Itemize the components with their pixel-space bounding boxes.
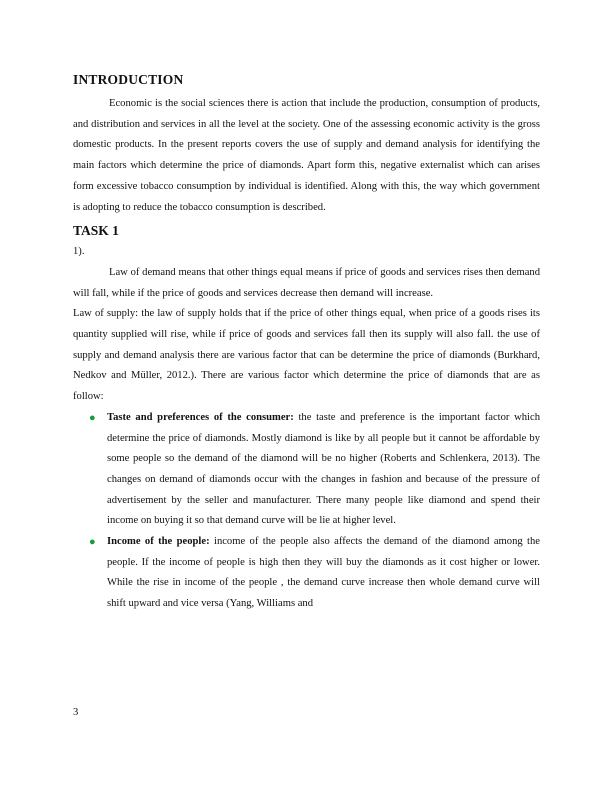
list-item [73,532,540,615]
law-of-supply-paragraph: Law of supply: the law of supply holds that if the price of other things equal, when price of a goods rises its quantity supplied will rise, while if price of goods and services fall then its supply will also fall. the use of supply and demand analysis there are various factor that can be determine the price of diamonds (Burkhard, Nedkov and Müller, 2012.). There are various factor which determine the price of diamonds that are as follow: [73,308,540,403]
list-item [73,408,540,532]
list-item-title: Income of the people: [107,536,210,548]
list-item-title: Taste and preferences of the consumer: [107,411,294,423]
bullet-icon: ● [89,411,96,424]
bullet-icon: ● [89,536,96,549]
document-page [73,72,540,615]
list-item-text: the taste and preference is the important factor which determine the price of diamonds. Mostly diamond is like by all people but it cannot be affordable by some people so the demand of the diamond will be no higher (Roberts and Schlenkera, 2013). The changes on demand of diamonds occur with the changes in fashion and because of the pressure of advertisement by the seller and manufacturer. There many people like diamond and spend their income on buying it so that demand curve will be lie at higher level. [107,411,540,527]
page-number: 3 [73,707,79,718]
law-of-demand-paragraph: Law of demand means that other things equal means if price of goods and services rises then demand will fall, while if the price of goods and services decrease then demand will increase. [73,266,540,299]
task-1-heading: TASK 1 [73,223,119,239]
list-item-text: income of the people also affects the demand of the diamond among the people. If the income of people is high then they will buy the diamonds as it cost higher or lower. While the rise in income of the people , the demand curve increase then whole demand curve will shift upward and vice versa (Yang, Williams and [107,536,541,610]
introduction-paragraph: Economic is the social sciences there is action that include the production, consumption of products, and distribution and services in all the level at the society. One of the assessing economic activity is the gross domestic products. In the present reports covers the use of supply and demand analysis for identifying the main factors which determine the price of diamonds. Apart form this, negative externalist which can arises form excessive tobacco consumption by individual is identified. Along with this, the way which government is adopting to reduce the tobacco consumption is described. [73,98,540,213]
question-number: 1). [73,246,85,258]
factors-list [73,408,540,615]
introduction-heading: INTRODUCTION [73,72,184,87]
